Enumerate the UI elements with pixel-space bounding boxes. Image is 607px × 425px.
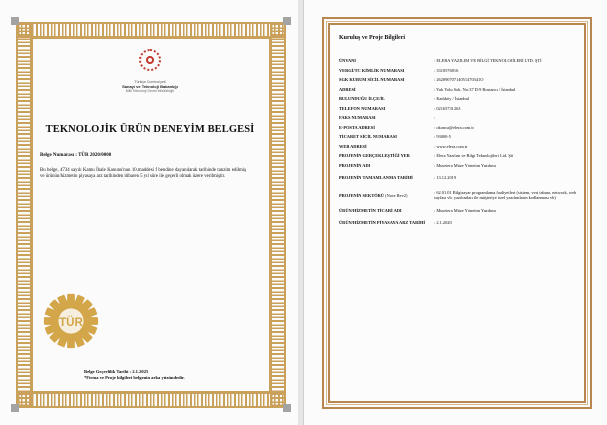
field-row: ADRESİ : Yalı Yolu Sok. No:37 D:9 Bostancı / İstanbul xyxy=(339,86,516,92)
border-left xyxy=(18,24,32,406)
corner-square-icon xyxy=(283,404,291,412)
ministry-line-1: Türkiye Cumhuriyeti xyxy=(134,80,166,84)
certificate-back-page xyxy=(303,0,607,425)
field-row: PROJENİN GERÇEKLEŞTİĞİ YER : Elera Yazılım ve Bilgi Teknolojileri Ltd. Şti xyxy=(339,153,514,159)
document-number: Belge Numarası : TÜR 2020/0000 xyxy=(40,153,112,158)
info-fields xyxy=(339,56,579,230)
field-row: PROJENİN SEKTÖRÜ (Nace Rev2) : 62.01.01 Bilgisayar programlama faaliyetleri (sistem, veri tabanı, network, web sayfası vb. yazılımları ile müşteriye özel yazılımların kodlanması vb) xyxy=(339,190,577,200)
corner-square-icon xyxy=(283,17,291,25)
border-right xyxy=(270,24,284,406)
info-page-title: Kuruluş ve Proje Bilgileri xyxy=(339,35,406,41)
field-row: ÜRÜN/HİZMETİN PİYASAYA ARZ TARİHİ : 2.1.2020 xyxy=(339,220,452,225)
field-row: TELEFON NUMARASI : 02165731263 xyxy=(339,105,461,111)
validity-block xyxy=(84,369,185,381)
field-row: SGK KURUM SİCİL NUMARASI : 26209070714051470341O xyxy=(339,77,484,83)
field-row: BULUNDUĞU İLÇE/İL : Kadıköy / İstanbul xyxy=(339,96,469,102)
field-row: FAKS NUMARASI : xyxy=(339,115,436,121)
back-side-note: *Firma ve Proje bilgileri belgenin arka yüzündedir. xyxy=(84,375,185,380)
certificate-front-page xyxy=(0,0,298,425)
field-row: VERGİ/TC KİMLİK NUMARASI : 3310576816 xyxy=(339,67,459,73)
field-row: WEB ADRESİ : www.elera.com.tr xyxy=(339,143,468,149)
field-row: PROJENİN ADI : Museiera Müze Yönetim Yazılımı xyxy=(339,162,496,168)
tur-gear-logo-icon xyxy=(42,292,100,350)
corner-square-icon xyxy=(11,17,19,25)
field-row: ÜRÜN/HİZMETİN TİCARİ ADI : Museiera Müze Yönetim Yazılımı xyxy=(339,208,496,214)
field-row: PROJENİN TAMAMLANMA TARİHİ : 13.12.2019 xyxy=(339,174,457,180)
corner-square-icon xyxy=(11,404,19,412)
validity-date: Belge Geçerlilik Tarihi : 2.1.2025 xyxy=(84,369,149,374)
field-row: E-POSTA ADRESİ : okonca@elera.com.tr xyxy=(339,124,475,130)
ministry-line-3: Milli Teknoloji Genel Müdürlüğü xyxy=(125,89,175,93)
border-top xyxy=(18,24,284,38)
border-bottom xyxy=(18,392,284,406)
ministry-line-2: Sanayi ve Teknoloji Bakanlığı xyxy=(122,84,178,89)
certificate-title: TEKNOLOJİK ÜRÜN DENEYİM BELGESİ xyxy=(45,124,255,135)
ministry-seal-icon xyxy=(139,49,161,71)
field-row: ÜNVANI : ELERA YAZILIM VE BİLGİ TEKNOLOJİLERİ LTD. ŞTİ xyxy=(339,58,542,64)
field-row: TİCARET SİCİL NUMARASI : 93000-5 xyxy=(339,134,451,140)
certificate-body-text: Bu belge, 4734 sayılı Kamu İhale Kanunu'nun 10.maddesi f bendine dayanılarak tarihinde tanzim edilmiş ve ürünün/hizmetin piyasaya arz tarihinden itibaren 5 yıl süre ile geçerli olmak üzere verilmiştir. xyxy=(40,168,246,179)
svg-text:TÜR: TÜR xyxy=(59,315,83,329)
